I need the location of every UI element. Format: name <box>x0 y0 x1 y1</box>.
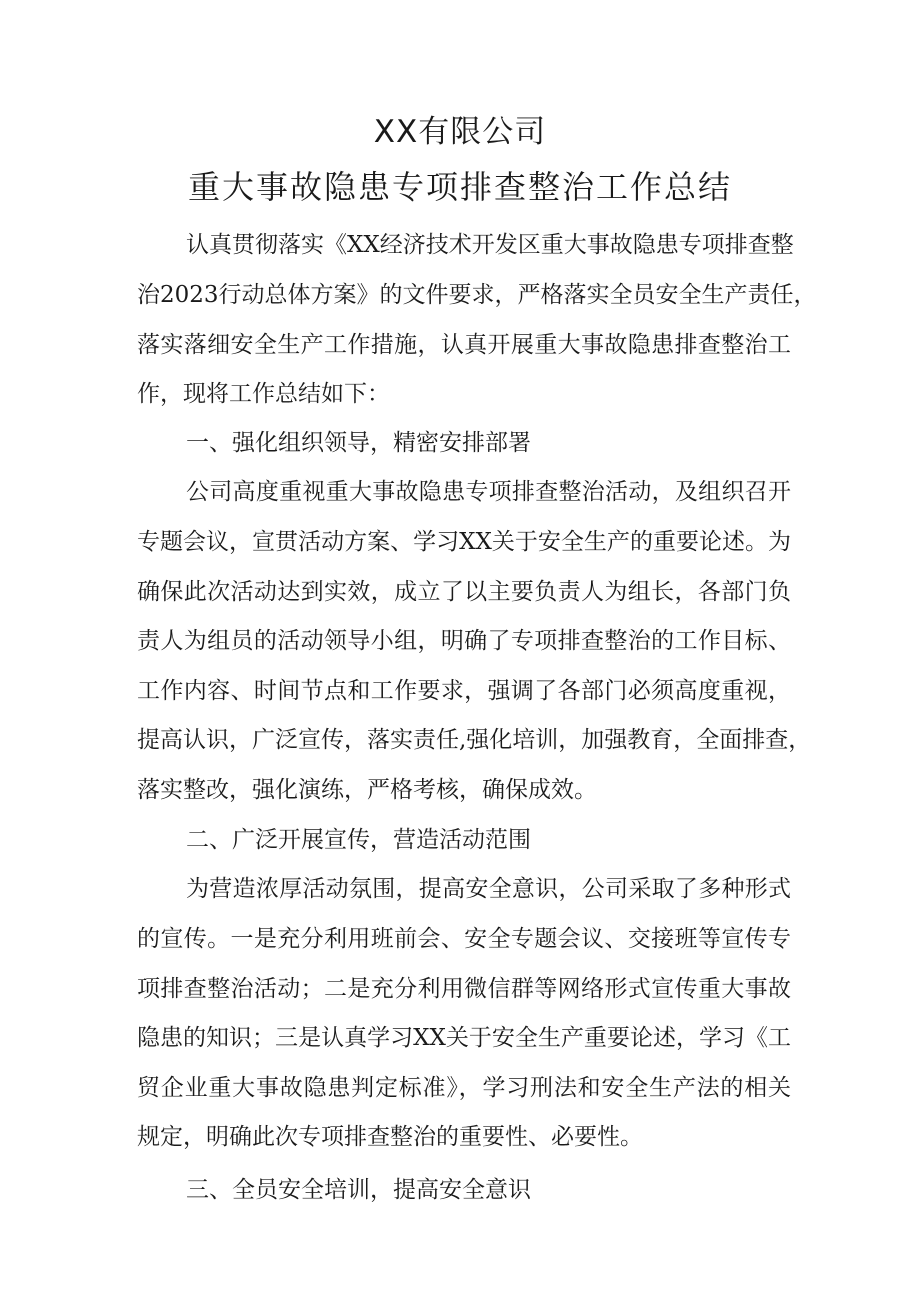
section-2-line-3: 项排查整治活动；二是充分利用微信群等网络形式宣传重大事故 <box>137 976 791 1002</box>
intro-line-4: 作，现将工作总结如下： <box>137 381 390 407</box>
section-2-line-6: 规定，明确此次专项排查整治的重要性、必要性。 <box>137 1124 643 1150</box>
section-1-line-2: 专题会议，宣贯活动方案、学习XX关于安全生产的重要论述。为 <box>137 529 791 555</box>
intro-line-2: 治2023行动总体方案》的文件要求，严格落实全员安全生产责任， <box>137 282 817 308</box>
company-title: XX有限公司 <box>373 114 547 150</box>
section-2-line-5: 贸企业重大事故隐患判定标准》，学习刑法和安全生产法的相关 <box>137 1075 791 1101</box>
section-1-line-7: 落实整改，强化演练，严格考核，确保成效。 <box>137 777 597 803</box>
section-1-line-5: 工作内容、时间节点和工作要求，强调了各部门必须高度重视， <box>137 678 791 704</box>
intro-line-3: 落实落细安全生产工作措施，认真开展重大事故隐患排查整治工 <box>137 332 791 358</box>
section-2-line-2: 的宣传。一是充分利用班前会、安全专题会议、交接班等宣传专 <box>137 926 791 952</box>
section-2-line-4: 隐患的知识；三是认真学习XX关于安全生产重要论述，学习《工 <box>137 1025 791 1051</box>
section-1-line-3: 确保此次活动达到实效，成立了以主要负责人为组长，各部门负 <box>137 579 791 605</box>
section-3-heading: 三、全员安全培训，提高安全意识 <box>186 1177 531 1203</box>
section-2-line-1: 为营造浓厚活动氛围，提高安全意识，公司采取了多种形式 <box>186 876 791 902</box>
section-1-heading: 一、强化组织领导，精密安排部署 <box>186 430 531 456</box>
intro-line-1: 认真贯彻落实《XX经济技术开发区重大事故隐患专项排查整 <box>186 232 794 258</box>
section-2-heading: 二、广泛开展宣传，营造活动范围 <box>186 827 531 853</box>
section-1-line-6: 提高认识，广泛宣传，落实责任,强化培训，加强教育，全面排查， <box>137 727 812 753</box>
document-title: 重大事故隐患专项排查整治工作总结 <box>187 168 732 206</box>
section-1-line-1: 公司高度重视重大事故隐患专项排查整治活动，及组织召开 <box>186 479 791 505</box>
section-1-line-4: 责人为组员的活动领导小组，明确了专项排查整治的工作目标、 <box>137 628 791 654</box>
